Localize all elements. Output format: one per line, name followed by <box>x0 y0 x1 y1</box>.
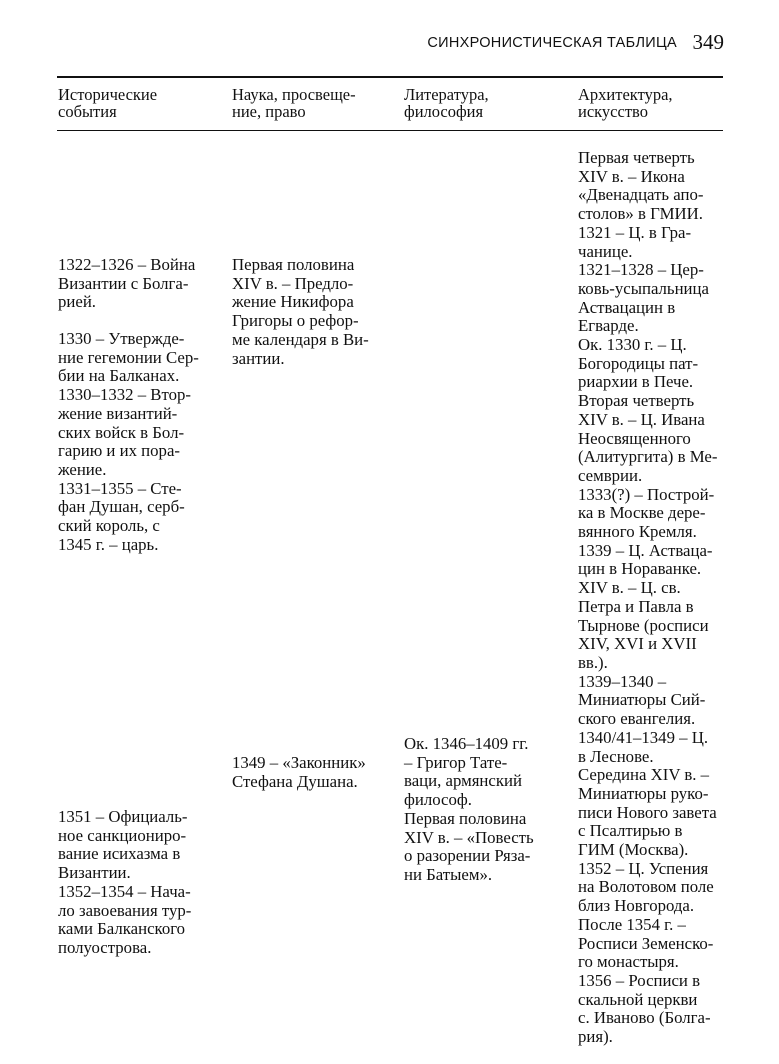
art-entries: Первая четверть XIV в. – Икона «Двенадцать апо- столов» в ГМИИ. 1321 – Ц. в Гра- чанице. 1321–1328 – Цер- ковь-усыпальница Аствацацин в Егварде. Ок. 1330 г. – Ц. Богородицы пат- риархии в Пече. Вторая четверть XIV в. – Ц. Ивана Неосвященного (Алитургита) в Ме- семврии. 1333(?) – Построй- ка в Москве дере- вянного Кремля. 1339 – Ц. Астваца- цин в Нораванке. XIV в. – Ц. св. Петра и Павла в Тырнове (росписи XIV, XVI и XVII вв.). 1339–1340 – Миниатюры Сий- ского евангелия. 1340/41–1349 – Ц. в Леснове. Середина XIV в. – Миниатюры руко- писи Нового завета с Псалтирью в ГИМ (Москва). 1352 – Ц. Успения на Волотовом поле близ Новгорода. После 1354 г. – Росписи Земенско- го монастыря. 1356 – Росписи в скальной церкви с. Иваново (Болга- рия). <box>578 148 718 1047</box>
literature-entry-grigor-tatevatsi: Ок. 1346–1409 гг. – Григор Тате- ваци, армянский философ. Первая половина XIV в. – «Повесть о разорении Ряза- ни Батыем». <box>404 734 534 884</box>
column-header-history: Исторические события <box>58 85 158 121</box>
column-header-science: Наука, просвеще- ние, право <box>232 85 356 121</box>
table-top-rule <box>57 76 723 78</box>
page-header <box>0 30 779 57</box>
science-entry-zakonnik: 1349 – «Законник» Стефана Душана. <box>232 753 366 791</box>
history-entry-serbia-hegemony: 1330 – Утвержде- ние гегемонии Сер- бии на Балканах. 1330–1332 – Втор- жение византий- ских войск в Бол- гарию и их пора- жение. 1331–1355 – Сте- фан Душан, серб- ский король, с 1345 г. – царь. <box>58 329 199 554</box>
column-header-literature: Литература, философия <box>404 85 489 121</box>
table-header-rule <box>57 130 723 131</box>
running-title: СИНХРОНИСТИЧЕСКАЯ ТАБЛИЦА <box>427 35 677 51</box>
science-entry-calendar-reform: Первая половина XIV в. – Предло- жение Никифора Григоры о рефор- ме календаря в Ви- зантии. <box>232 255 369 368</box>
page-number: 349 <box>692 30 724 54</box>
history-entry-war-bulgaria: 1322–1326 – Война Византии с Болга- рией. <box>58 255 196 312</box>
column-header-art: Архитектура, искусство <box>578 85 673 121</box>
history-entry-hesychasm: 1351 – Официаль- ное санкциониро- вание исихазма в Византии. 1352–1354 – Нача- ло завоевания тур- ками Балканского полуострова. <box>58 807 192 957</box>
